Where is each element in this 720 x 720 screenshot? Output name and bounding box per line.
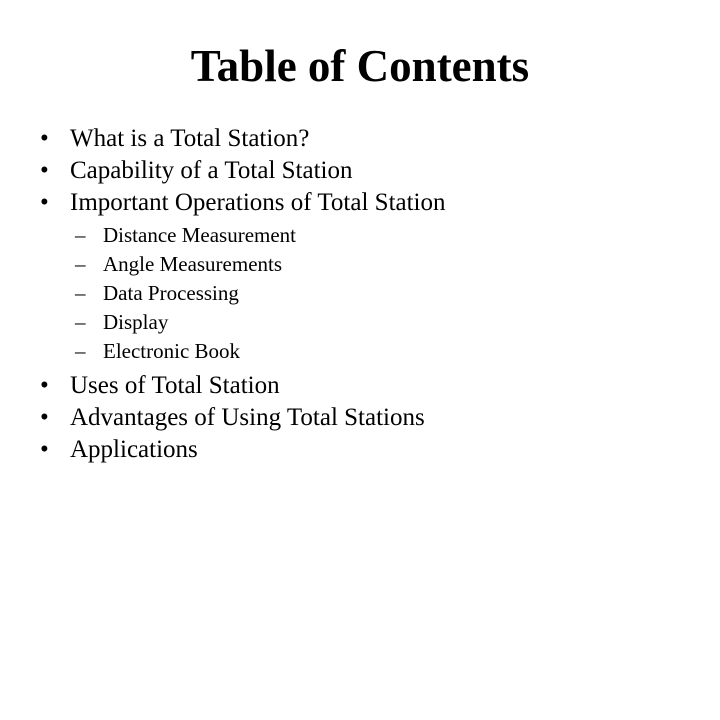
sub-list-item-text: Angle Measurements: [103, 252, 283, 276]
list-item-text: Advantages of Using Total Stations: [70, 404, 425, 431]
list-item: [0, 434, 720, 466]
sub-list-item: [0, 337, 720, 366]
list-item: [0, 402, 720, 434]
sub-list-item-text: Display: [103, 310, 169, 334]
sub-list-item-text: Electronic Book: [103, 339, 241, 363]
list-item-text: Applications: [70, 436, 198, 463]
bullet-icon: •: [40, 404, 49, 431]
sub-list: [0, 219, 720, 370]
list-item-text: What is a Total Station?: [70, 125, 310, 152]
list-item-text: Important Operations of Total Station: [70, 189, 446, 216]
bullet-icon: •: [40, 436, 49, 463]
bullet-icon: •: [40, 157, 49, 184]
dash-icon: –: [75, 339, 86, 363]
sub-list-item-text: Data Processing: [103, 281, 239, 305]
sub-list-item-text: Distance Measurement: [103, 223, 297, 247]
list-item: [0, 123, 720, 155]
dash-icon: –: [75, 281, 86, 305]
sub-list-item: [0, 279, 720, 308]
bullet-icon: •: [40, 372, 49, 399]
list-item: [0, 370, 720, 402]
slide-title: Table of Contents: [190, 41, 530, 91]
table-of-contents-list: [0, 123, 720, 466]
dash-icon: –: [75, 223, 86, 247]
bullet-icon: •: [40, 189, 49, 216]
list-item: [0, 155, 720, 187]
dash-icon: –: [75, 252, 86, 276]
dash-icon: –: [75, 310, 86, 334]
list-item-text: Uses of Total Station: [70, 372, 280, 399]
sub-list-item: [0, 308, 720, 337]
list-item-text: Capability of a Total Station: [70, 157, 353, 184]
sub-list-item: [0, 250, 720, 279]
bullet-icon: •: [40, 125, 49, 152]
list-item: [0, 187, 720, 219]
sub-list-item: [0, 221, 720, 250]
